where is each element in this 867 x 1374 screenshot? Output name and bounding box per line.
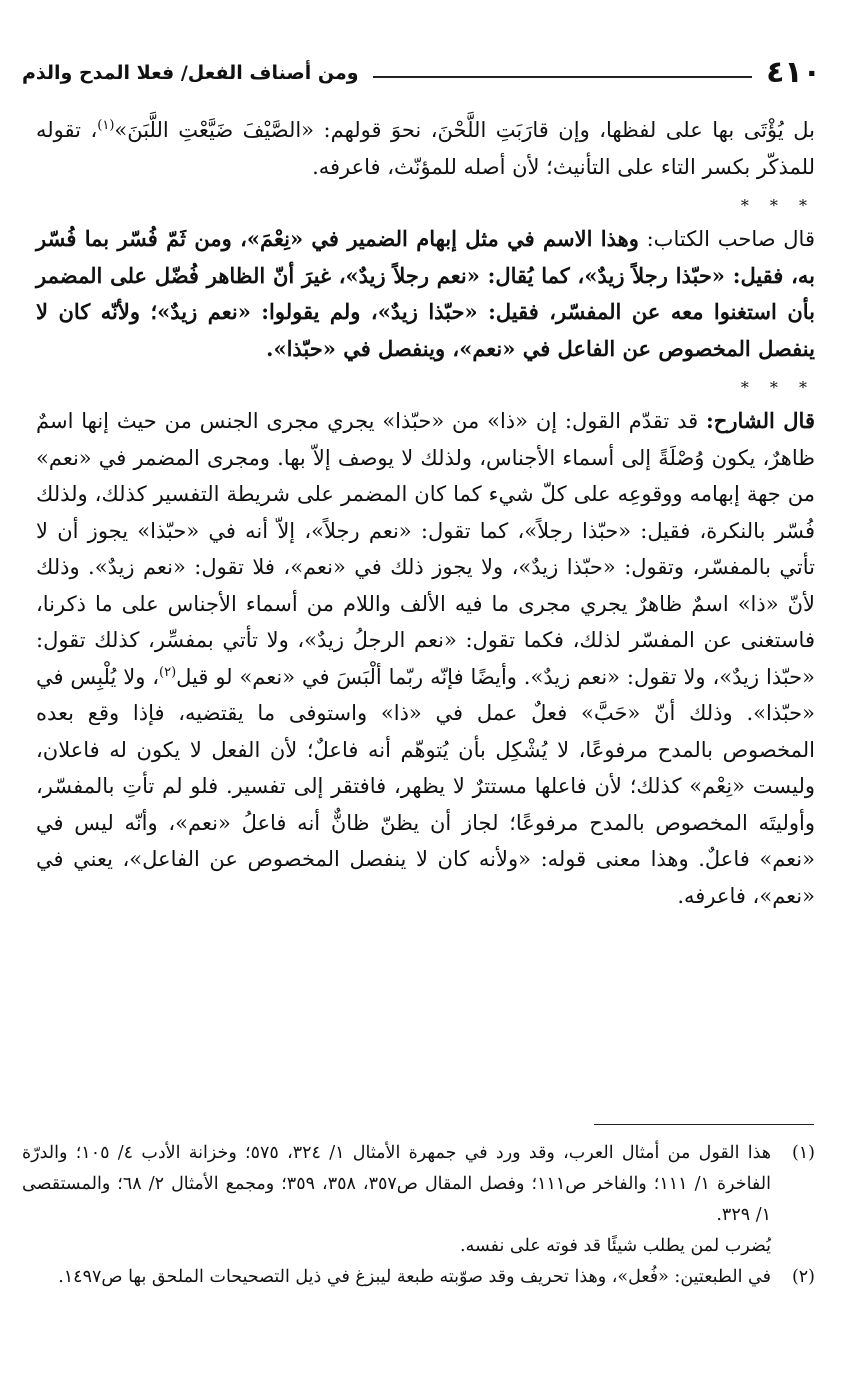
footnote-rule — [594, 1124, 814, 1125]
page-header — [22, 54, 821, 92]
section-separator: * * * — [740, 378, 815, 397]
author-text: وهذا الاسم في مثل إبهام الضمير في «نِعْمَ»، ومن ثَمّ فُسّر بما فُسّر به، فقيل: «حبّذا رجلاً زيدٌ»، كما يُقال: «نعم رجلاً زيدٌ»، غيرَ أنّ الظاهر فُضّل على المضمر بأن استغنوا معه عن المفسّر، فقيل: «حبّذا زيدٌ»، ولم يقولوا: «نعم زيدٌ»؛ ولأنّه كان لا ينفصل المخصوص عن الفاعل في «نعم»، وينفصل في «حبّذا». — [36, 226, 815, 361]
commentator-label: قال الشارح: — [706, 408, 815, 433]
paragraph-commentary — [36, 403, 815, 914]
commentary-tail: ، ولا يُلْبِس في «حبّذا». وذلك أنّ «حَبَّ» فعلٌ عمل في «ذا» واستوفى ما يقتضيه، فإذا وقع بعده المخصوص بالمدح مرفوعًا، لا يُشْكِل بأن يُتوهّم أنه فاعلٌ؛ لأن الفعل لا يكون له فاعلان، وليست «نِعْم» كذلك؛ لأن فاعلها مستترٌ لا يظهر، فافتقر إلى تفسير. فلو لم تأتِ بالمفسّر، وأوليتَه المخصوص بالمدح مرفوعًا؛ لجاز أن يظنّ ظانٌّ أنه فاعلُ «نعم»، وأنّه ليس في «نعم» فاعلٌ. وهذا معنى قوله: «ولأنه كان لا ينفصل المخصوص عن الفاعل»، يعني في «نعم»، فاعرفه. — [36, 664, 815, 908]
main-text — [36, 112, 815, 914]
paragraph-author — [36, 221, 815, 367]
footnote-text — [22, 1138, 771, 1262]
author-label: قال صاحب الكتاب: — [646, 227, 815, 251]
footnote-number: (١) — [791, 1143, 815, 1163]
footnote-number: (٢) — [791, 1267, 815, 1287]
footnote-body: هذا القول من أمثال العرب، وقد ورد في جمهرة الأمثال ١/ ٣٢٤، ٥٧٥؛ وخزانة الأدب ٤/ ١٠٥؛ والدرّة الفاخرة ١/ ١١١؛ والفاخر ص١١١؛ وفصل المقال ص٣٥٧، ٣٥٨، ٣٥٩؛ ومجمع الأمثال ٢/ ٦٨؛ والمستقصى ١/ ٣٢٩. — [22, 1143, 771, 1225]
header-rule — [373, 76, 753, 78]
paragraph-proverb-tail: ، تقوله للمذكّر بكسر التاء على التأنيث؛ لأن أصله للمؤنّث، فاعرفه. — [36, 118, 815, 179]
footnote-text: في الطبعتين: «فُعل»، وهذا تحريف وقد صوّبته طبعة ليبزغ في ذيل التصحيحات الملحق بها ص١٤٩٧. — [58, 1267, 771, 1287]
footnotes — [22, 1138, 815, 1293]
footnote-2 — [22, 1262, 815, 1293]
commentary-text: قد تقدّم القول: إن «ذا» من «حبّذا» يجري مجرى الجنس من حيث إنها اسمٌ ظاهرٌ، يكون وُصْلَةً إلى أسماء الأجناس، ولذلك لا يوصف إلاّ بها. ومجرى المضمر في «نعم» من جهة إبهامه ووقوعِه على كلّ شيء كما كان المضمر على شريطة التفسير كذلك، ولذلك فُسّر بالنكرة، فقيل: «حبّذا رجلاً»، كما تقول: «نعم رجلاً»، إلاّ أنه في «حبّذا» يجوز أن لا تأتي بالمفسّر، وتقول: «حبّذا زيدٌ»، ولا يجوز ذلك في «نعم»، فلا تقول: «نعم زيدٌ». وذلك لأنّ «ذا» اسمٌ ظاهرٌ يجري مجرى ما فيه الألف واللام من أسماء الأجناس على ما ذكرنا، فاستغنى عن المفسّر لذلك، فكما تقول: «نعم الرجلُ زيدٌ»، ولا تأتي بمفسِّر، كذلك تقول: «حبّذا زيدٌ»، ولا تقول: «نعم زيدٌ». وأيضًا فإنّه ربّما ألْبَسَ في «نعم» لو قيل — [36, 409, 816, 689]
section-separator: * * * — [740, 196, 815, 215]
running-title: ومن أصناف الفعل/ فعلا المدح والذم — [22, 62, 359, 84]
page-number: ٤١٠ — [766, 55, 821, 90]
paragraph-proverb-text: بل يُؤْتَى بها على لفظها، وإن قارَبَتِ اللَّحْنَ، نحوَ قولهم: «الصَّيْفَ ضَيَّعْتِ اللَّبَنَ» — [114, 118, 815, 142]
paragraph-proverb — [36, 112, 815, 185]
footnote-1 — [22, 1138, 815, 1262]
footnote-note: يُضرب لمن يطلب شيئًا قد فوته على نفسه. — [460, 1236, 771, 1256]
footnote-ref-2: (٢) — [159, 664, 177, 680]
footnote-ref-1: (١) — [97, 118, 115, 133]
